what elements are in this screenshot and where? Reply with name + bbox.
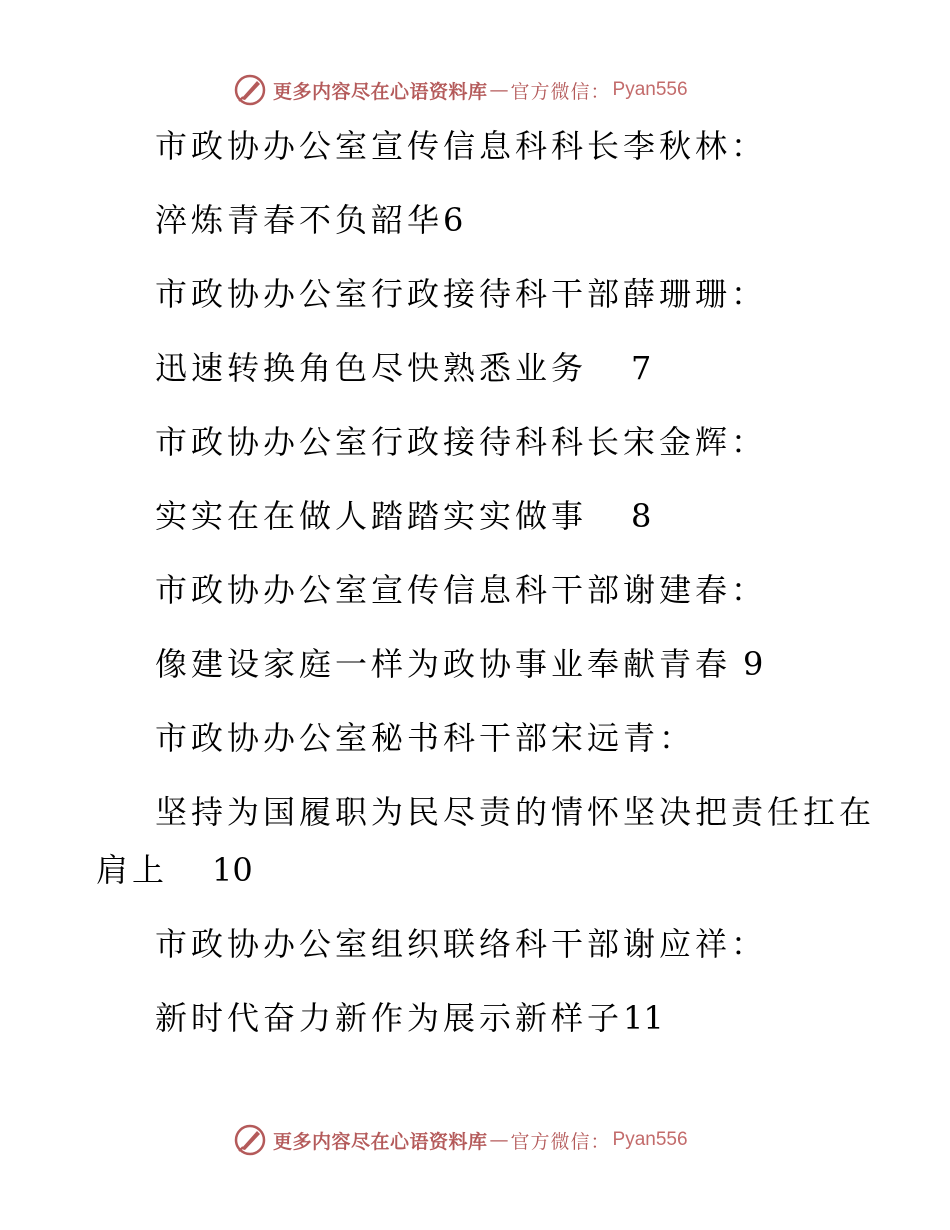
- toc-subtitle-text: 像建设家庭一样为政协事业奉献青春: [155, 645, 732, 683]
- toc-page-number: 6: [443, 201, 464, 239]
- watermark-wechat-label: 官方微信：: [510, 1130, 611, 1153]
- watermark-header: [233, 70, 688, 110]
- watermark-handle: Pyan556: [612, 79, 688, 100]
- toc-entry-subtitle-continued: [96, 850, 253, 890]
- toc-entry-subtitle: [155, 998, 664, 1038]
- toc-entry-title: [155, 274, 767, 314]
- toc-page-number: 9: [743, 645, 764, 683]
- watermark-footer: [233, 1120, 688, 1160]
- quill-logo-icon: [233, 73, 267, 107]
- toc-entry-title: [155, 126, 767, 166]
- toc-title-text: 市政协办公室宣传信息科干部谢建春：: [155, 571, 768, 609]
- toc-title-text: 市政协办公室宣传信息科科长李秋林：: [155, 127, 768, 165]
- toc-entry-subtitle: [155, 792, 875, 832]
- toc-page-number: 8: [631, 497, 652, 535]
- toc-entry-subtitle: [155, 644, 763, 684]
- toc-page-number: 11: [623, 999, 664, 1037]
- toc-entry-subtitle: [155, 496, 651, 536]
- toc-entry-subtitle: [155, 200, 463, 240]
- toc-subtitle-text: 新时代奋力新作为展示新样子: [155, 999, 624, 1037]
- toc-subtitle-text: 肩上: [96, 851, 169, 889]
- toc-subtitle-text: 迅速转换角色尽快熟悉业务: [155, 349, 588, 387]
- quill-logo-icon: [233, 1123, 267, 1157]
- toc-entry-subtitle: [155, 348, 651, 388]
- toc-entry-title: [155, 718, 695, 758]
- watermark-text: 更多内容尽在心语资料库: [273, 80, 488, 103]
- toc-title-text: 市政协办公室行政接待科科长宋金辉：: [155, 423, 768, 461]
- toc-subtitle-text: 实实在在做人踏踏实实做事: [155, 497, 588, 535]
- watermark-text: 更多内容尽在心语资料库: [273, 1130, 488, 1153]
- toc-subtitle-text: 淬炼青春不负韶华: [155, 201, 444, 239]
- toc-entry-title: [155, 924, 767, 964]
- toc-title-text: 市政协办公室秘书科干部宋远青：: [155, 719, 696, 757]
- toc-page-number: 10: [212, 851, 253, 889]
- watermark-dash: —: [489, 1129, 509, 1151]
- toc-page-number: 7: [631, 349, 652, 387]
- toc-title-text: 市政协办公室组织联络科干部谢应祥：: [155, 925, 768, 963]
- toc-entry-title: [155, 422, 767, 462]
- toc-subtitle-text: 坚持为国履职为民尽责的情怀坚决把责任扛在: [155, 793, 876, 831]
- toc-entry-title: [155, 570, 767, 610]
- watermark-handle: Pyan556: [612, 1129, 688, 1150]
- watermark-wechat-label: 官方微信：: [510, 80, 611, 103]
- toc-title-text: 市政协办公室行政接待科干部薛珊珊：: [155, 275, 768, 313]
- watermark-dash: —: [489, 79, 509, 101]
